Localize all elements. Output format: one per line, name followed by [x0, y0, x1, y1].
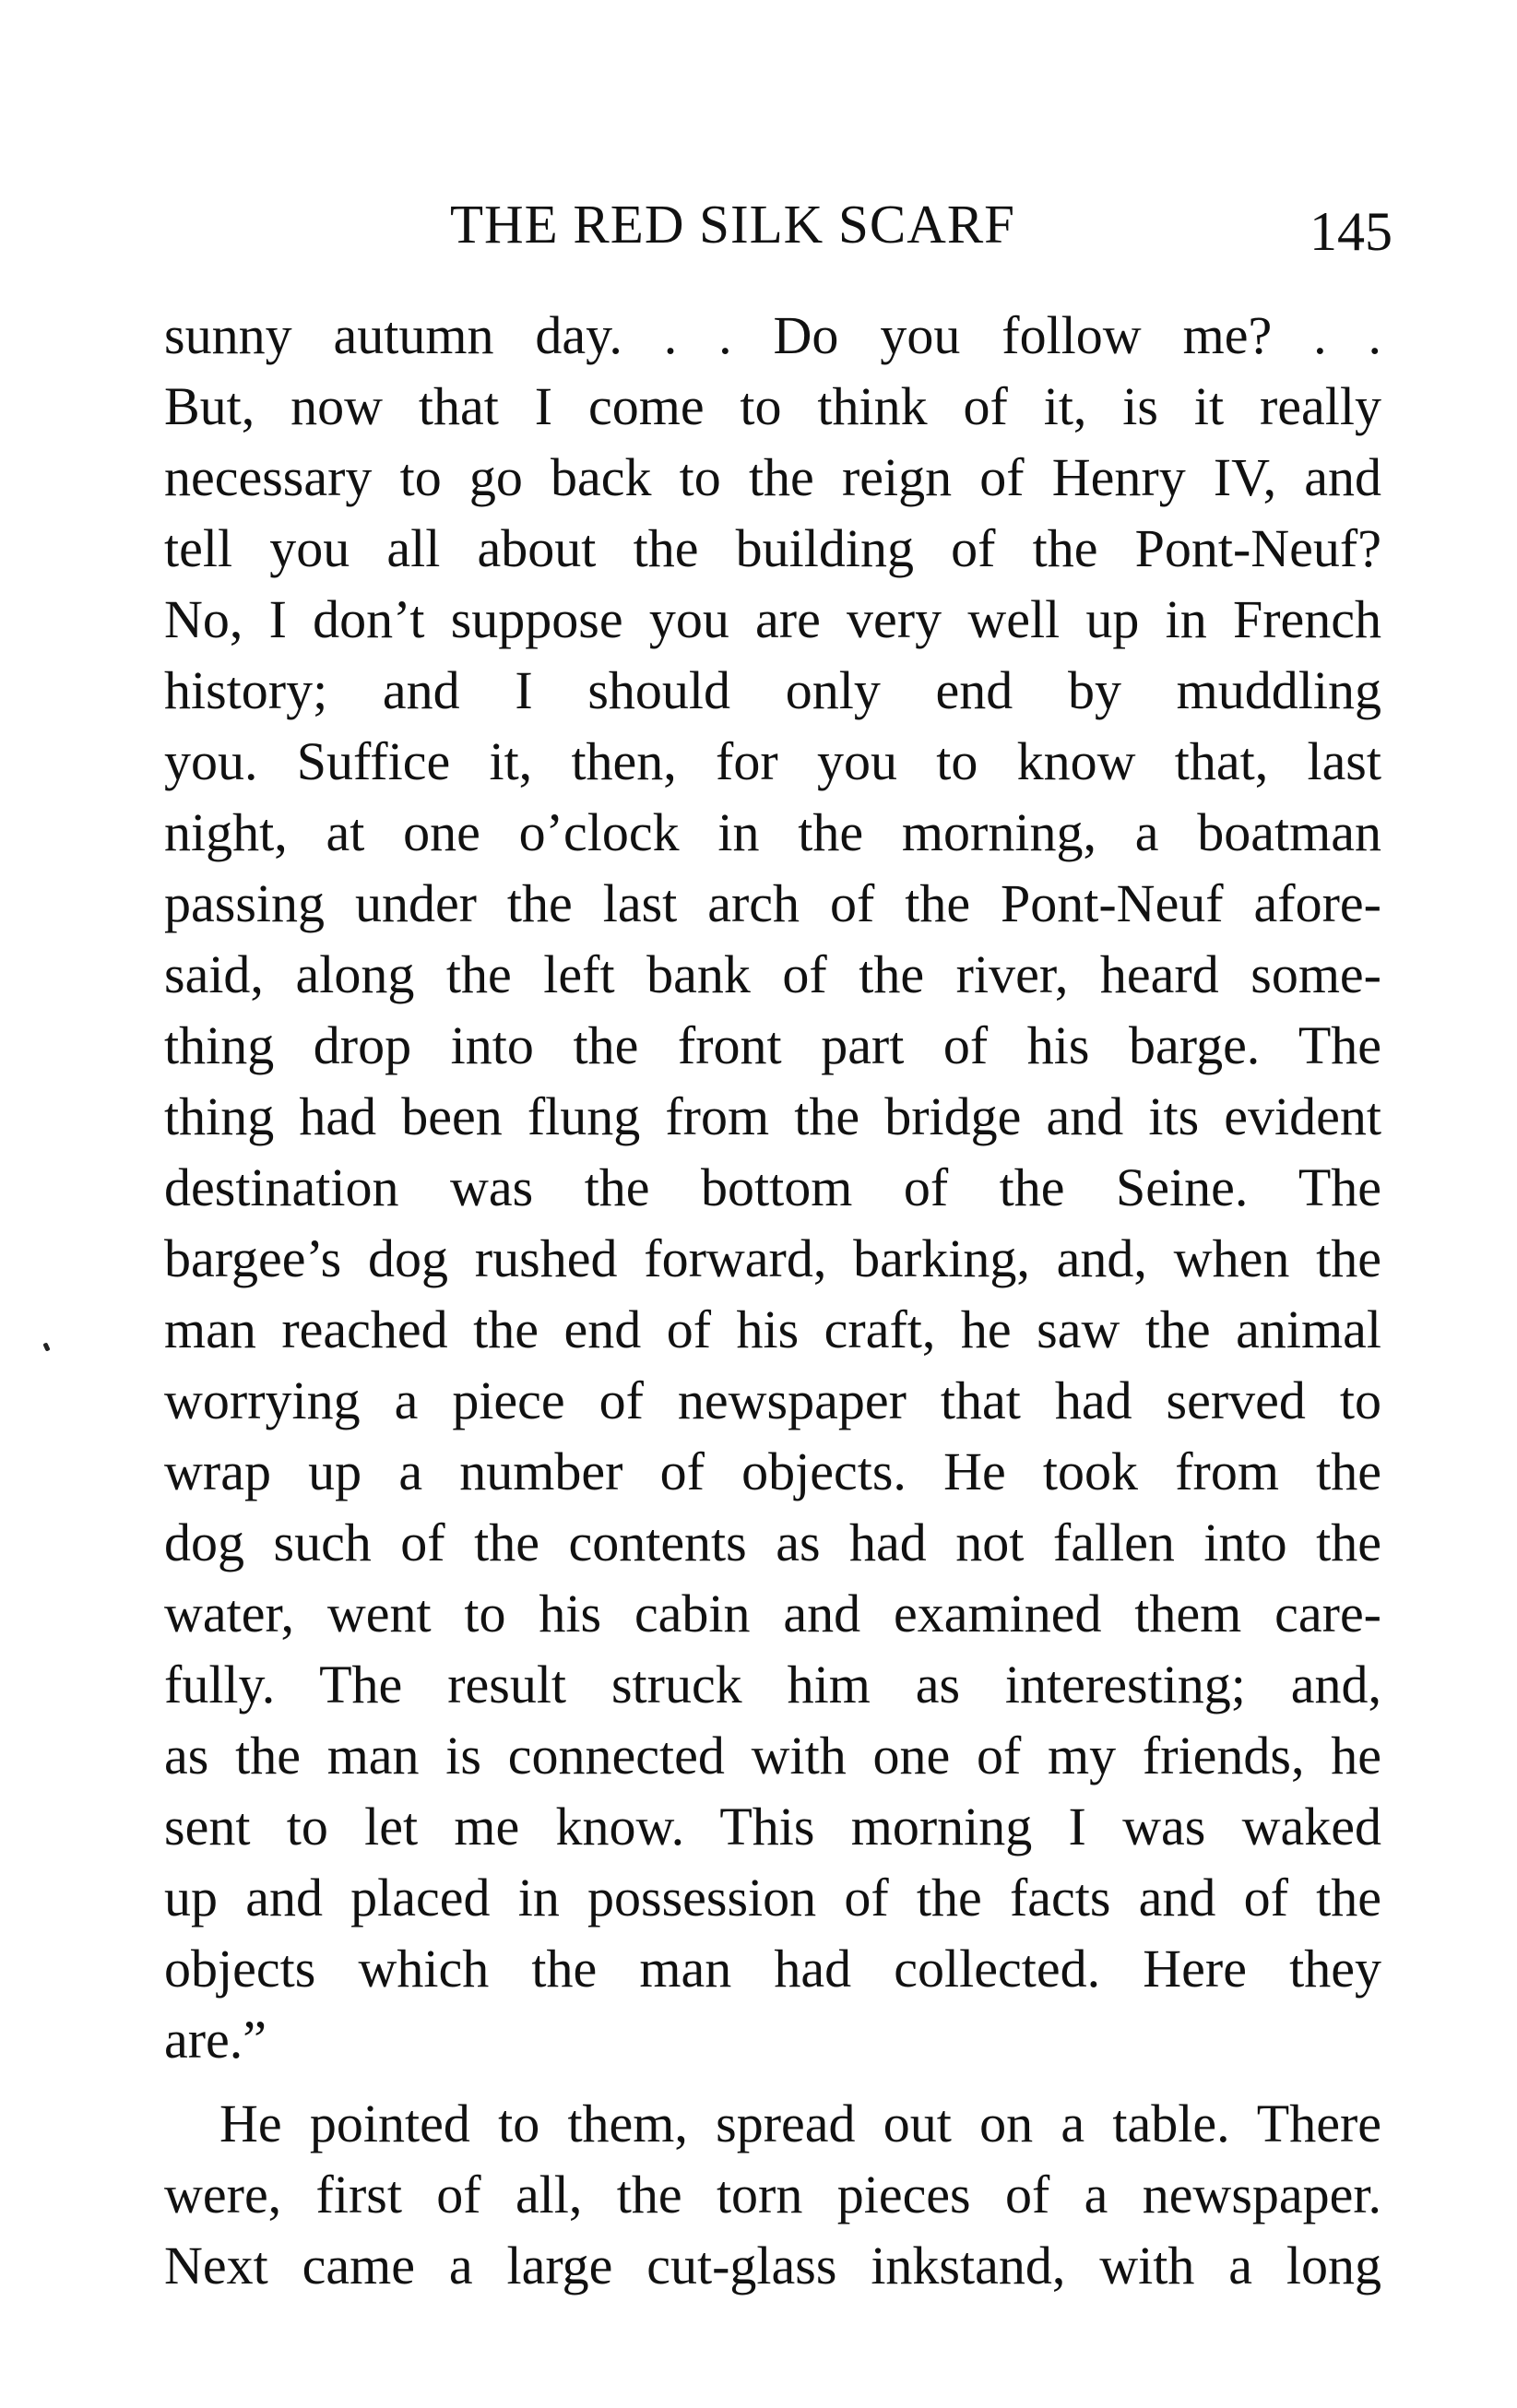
text-line: night, at one o’clock in the morning, a boatman: [164, 802, 1381, 862]
page-number: 145: [1310, 201, 1393, 262]
paragraph: [164, 300, 1381, 2075]
text-line: as the man is connected with one of my friends, he: [164, 1726, 1381, 1785]
text-line: destination was the bottom of the Seine. The: [164, 1157, 1381, 1217]
text-line: sunny autumn day. . . Do you follow me? . .: [164, 305, 1381, 365]
text-line: are.”: [164, 2010, 267, 2070]
text-line: objects which the man had collected. Here they: [164, 1939, 1381, 1999]
text-line: passing under the last arch of the Pont-Neuf afore-: [164, 873, 1381, 933]
running-title: THE RED SILK SCARF: [450, 194, 1015, 255]
ink-speck: [42, 1342, 50, 1351]
text-line: tell you all about the building of the Pont-Neuf?: [164, 518, 1381, 578]
text-line: said, along the left bank of the river, heard some-: [164, 944, 1381, 1004]
paragraph: [164, 2088, 1381, 2301]
text-line: you. Suffice it, then, for you to know that, last: [164, 731, 1381, 791]
text-line: history; and I should only end by muddling: [164, 660, 1381, 720]
text-line: thing drop into the front part of his barge. The: [164, 1015, 1381, 1075]
text-line: He pointed to them, spread out on a table. There: [219, 2094, 1381, 2153]
text-line: up and placed in possession of the facts and of the: [164, 1868, 1381, 1928]
text-line: No, I don’t suppose you are very well up in French: [164, 589, 1381, 649]
text-line: fully. The result struck him as interesting; and,: [164, 1655, 1381, 1714]
text-line: necessary to go back to the reign of Henry IV, and: [164, 447, 1381, 507]
text-line: water, went to his cabin and examined them care-: [164, 1584, 1381, 1643]
text-line: worrying a piece of newspaper that had served to: [164, 1370, 1381, 1430]
text-line: dog such of the contents as had not fallen into the: [164, 1512, 1381, 1572]
text-line: man reached the end of his craft, he saw the animal: [164, 1299, 1381, 1359]
paragraph-gap: [164, 2075, 1381, 2088]
text-line: were, first of all, the torn pieces of a newspaper.: [164, 2165, 1381, 2224]
text-line: sent to let me know. This morning I was waked: [164, 1797, 1381, 1856]
text-line: But, now that I come to think of it, is it really: [164, 376, 1381, 436]
page-body: [164, 300, 1381, 2301]
text-line: thing had been flung from the bridge and its evident: [164, 1086, 1381, 1146]
text-line: bargee’s dog rushed forward, barking, and, when the: [164, 1228, 1381, 1288]
text-line: Next came a large cut-glass inkstand, with a long: [164, 2236, 1381, 2295]
text-line: wrap up a number of objects. He took from the: [164, 1441, 1381, 1501]
